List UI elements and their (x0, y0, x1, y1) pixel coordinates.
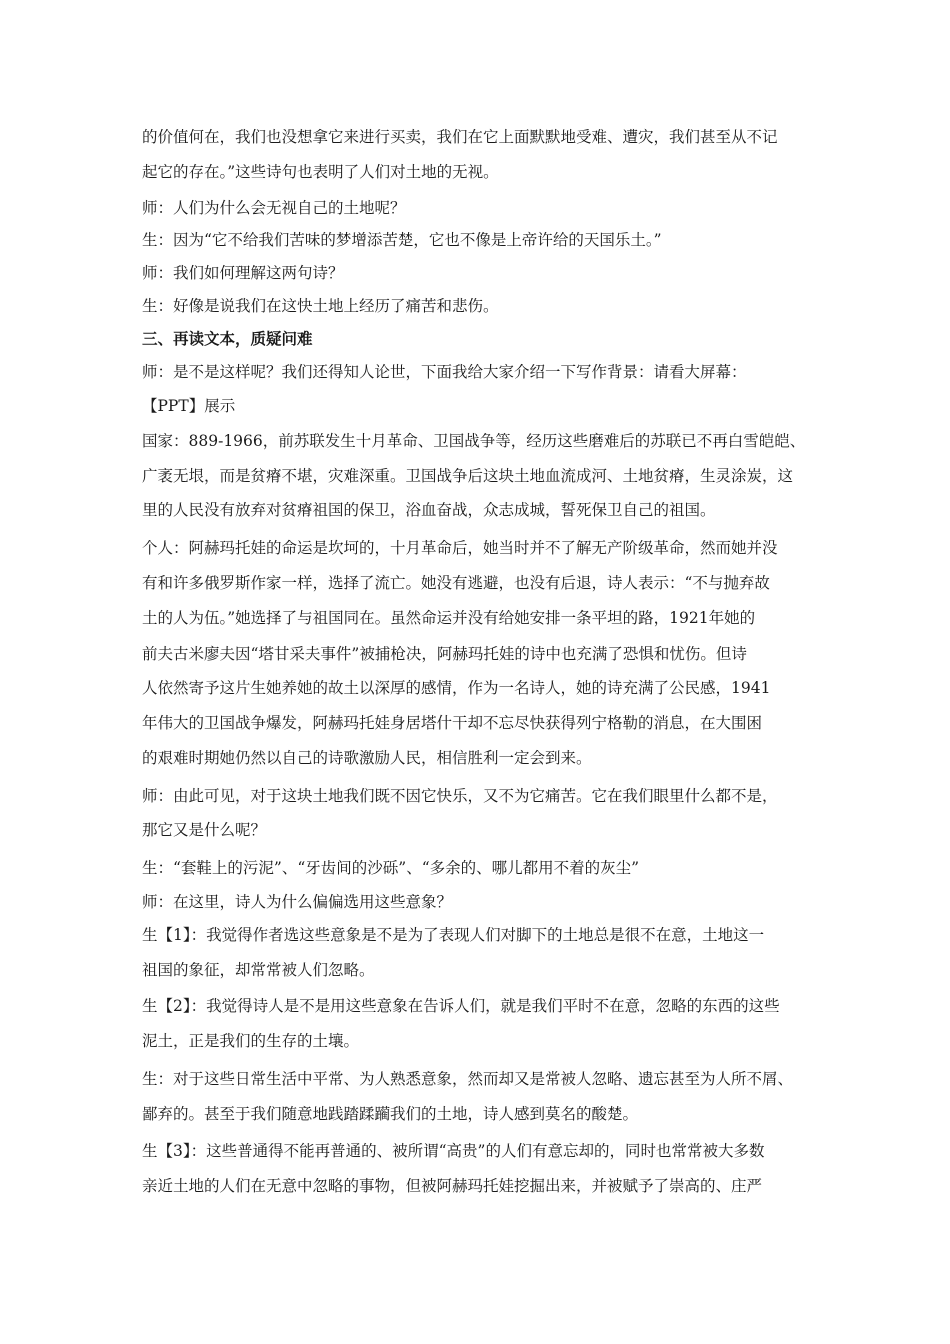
text-line: 生：“套鞋上的污泥”、“牙齿间的沙砾”、“多余的、哪儿都用不着的灰尘” (142, 859, 640, 877)
text-line: 年伟大的卫国战争爆发，阿赫玛托娃身居塔什干却不忘尽快获得列宁格勒的消息，在大围困 (142, 714, 763, 732)
text-line: 起它的存在。”这些诗句也表明了人们对土地的无视。 (142, 163, 499, 181)
text-line: 国家：889-1966，前苏联发生十月革命、卫国战争等，经历这些磨难后的苏联已不再白雪皑皑、 (142, 432, 806, 450)
text-line: 生：好像是说我们在这快土地上经历了痛苦和悲伤。 (142, 297, 499, 315)
text-line: 生：因为“它不给我们苦味的梦增添苦楚，它也不像是上帝许给的天国乐土。” (142, 231, 662, 249)
text-line: 广袤无垠，而是贫瘠不堪，灾难深重。卫国战争后这块土地血流成河、土地贫瘠，生灵涂炭，这 (142, 467, 794, 485)
text-line: 生：对于这些日常生活中平常、为人熟悉意象，然而却又是常被人忽略、遗忘甚至为人所不屑、 (142, 1070, 794, 1088)
text-line: 有和许多俄罗斯作家一样，选择了流亡。她没有逃避，也没有后退，诗人表示：“不与抛弃故 (142, 574, 770, 592)
text-line: 前夫古米廖夫因“塔甘采夫事件”被捕枪决，阿赫玛托娃的诗中也充满了恐惧和忧伤。但诗 (142, 645, 747, 663)
text-line: 泥土，正是我们的生存的土壤。 (142, 1032, 360, 1050)
section-heading: 三、再读文本，质疑问难 (142, 329, 313, 348)
text-line: 个人：阿赫玛托娃的命运是坎坷的，十月革命后，她当时并不了解无产阶级革命，然而她并没 (142, 539, 778, 557)
text-line: 亲近土地的人们在无意中忽略的事物，但被阿赫玛托娃挖掘出来，并被赋予了崇高的、庄严 (142, 1177, 763, 1195)
text-line: 土的人为伍。”她选择了与祖国同在。虽然命运并没有给她安排一条平坦的路，1921年她的 (142, 609, 756, 627)
text-line: 师：在这里，诗人为什么偏偏选用这些意象？ (142, 893, 453, 911)
text-line: 的艰难时期她仍然以自己的诗歌激励人民，相信胜利一定会到来。 (142, 749, 592, 767)
text-line: 师：我们如何理解这两句诗？ (142, 264, 344, 282)
text-line: 生【2】：我觉得诗人是不是用这些意象在告诉人们，就是我们平时不在意，忽略的东西的这些 (142, 997, 780, 1015)
text-line: 那它又是什么呢？ (142, 821, 267, 839)
text-line: 祖国的象征，却常常被人们忽略。 (142, 961, 375, 979)
text-line: 师：由此可见，对于这块土地我们既不因它快乐，又不为它痛苦。它在我们眼里什么都不是， (142, 787, 778, 805)
text-line: 生【3】：这些普通得不能再普通的、被所谓“高贵”的人们有意忘却的，同时也常常被大多数 (142, 1142, 765, 1160)
text-line: 【PPT】展示 (142, 397, 236, 415)
text-line: 鄙弃的。甚至于我们随意地践踏蹂躏我们的土地，诗人感到莫名的酸楚。 (142, 1105, 639, 1123)
text-line: 的价值何在，我们也没想拿它来进行买卖，我们在它上面默默地受难、遭灾，我们甚至从不记 (142, 128, 778, 146)
text-line: 里的人民没有放弃对贫瘠祖国的保卫，浴血奋战，众志成城，誓死保卫自己的祖国。 (142, 501, 716, 519)
text-line: 师：人们为什么会无视自己的土地呢？ (142, 199, 406, 217)
text-line: 人依然寄予这片生她养她的故土以深厚的感情，作为一名诗人，她的诗充满了公民感，1941 (142, 679, 771, 697)
text-line: 生【1】：我觉得作者选这些意象是不是为了表现人们对脚下的土地总是很不在意，土地这一 (142, 926, 765, 944)
text-line: 师：是不是这样呢？我们还得知人论世，下面我给大家介绍一下写作背景：请看大屏幕： (142, 363, 747, 381)
